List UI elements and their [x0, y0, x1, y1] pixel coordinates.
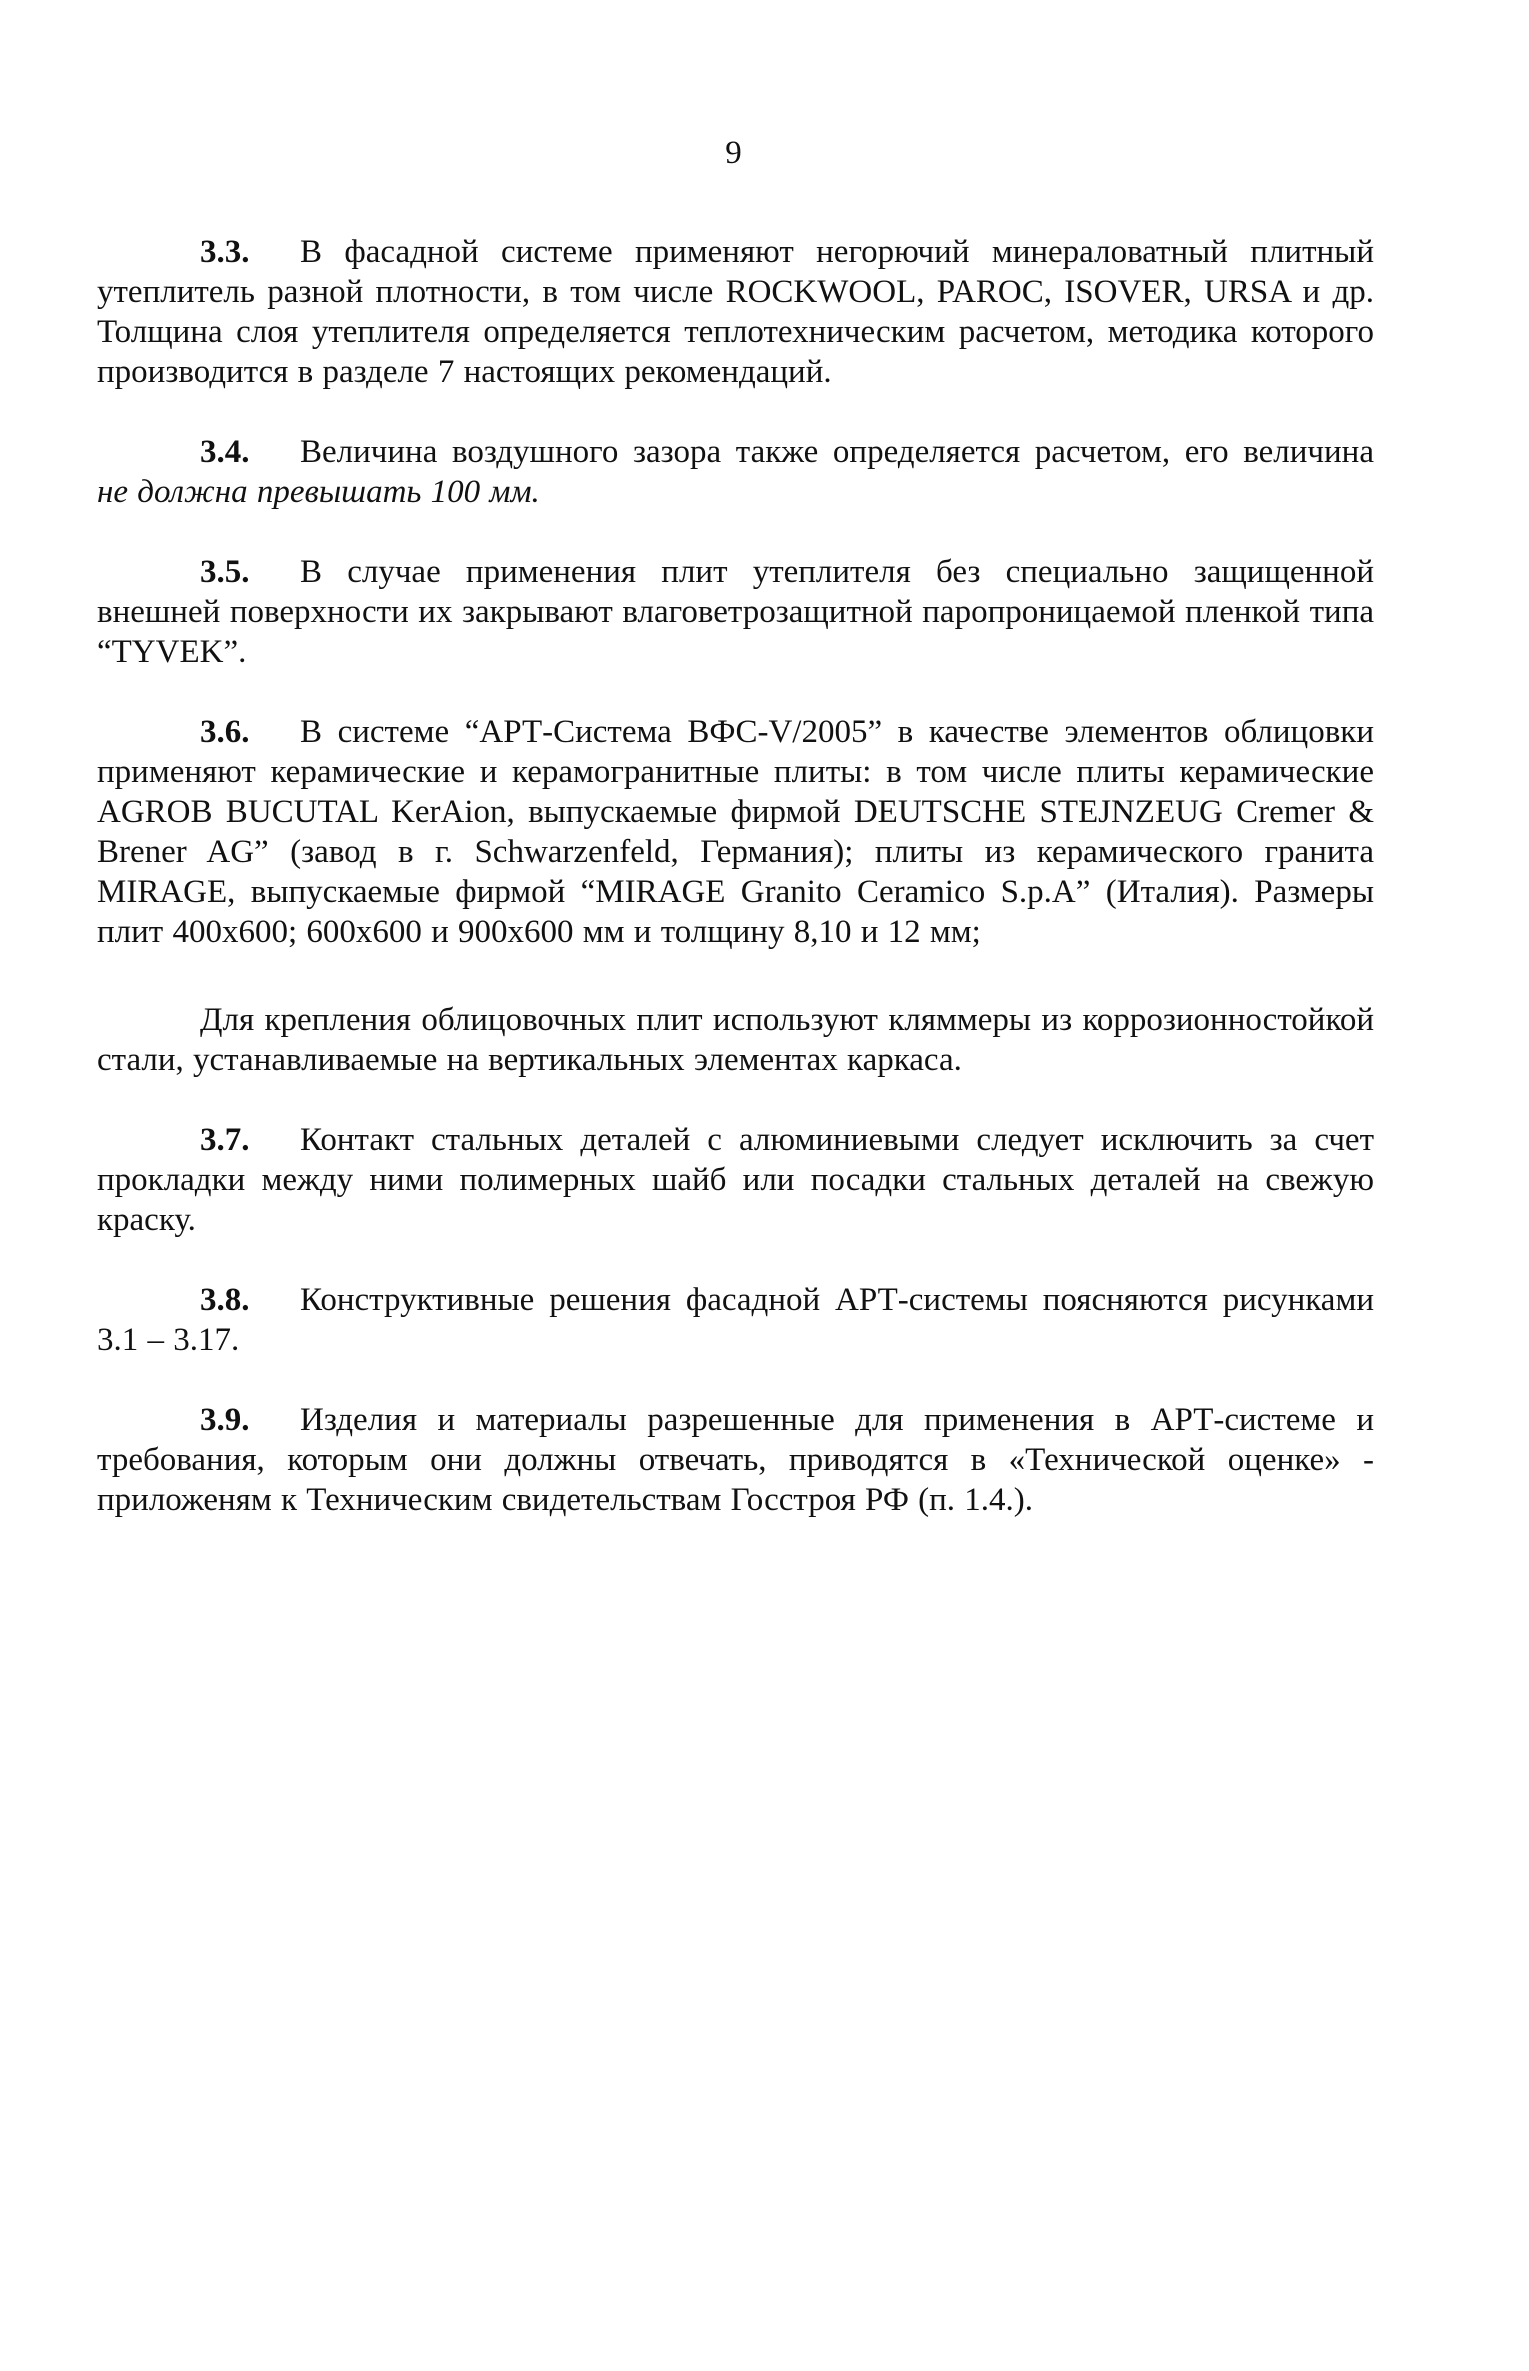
- paragraph-text: В случае применения плит утеплителя без специально защищенной внешней поверхности их закрывают влаговетрозащитной паропроницаемой пленкой типа “TYVEK”.: [97, 554, 1374, 670]
- paragraph-3-8: [97, 1280, 1374, 1360]
- paragraph-emphasis: не должна превышать 100 мм.: [97, 474, 540, 510]
- paragraph-number: 3.3.: [200, 234, 250, 270]
- paragraph-number: 3.6.: [200, 714, 250, 750]
- paragraph-number: 3.8.: [200, 1282, 250, 1318]
- document-body: [97, 232, 1374, 1520]
- paragraph-fastening: [97, 1000, 1374, 1080]
- paragraph-number: 3.9.: [200, 1402, 250, 1438]
- paragraph-number: 3.4.: [200, 434, 250, 470]
- paragraph-text: Конструктивные решения фасадной АРТ-системы поясняются рисунками 3.1 – 3.17.: [97, 1282, 1374, 1358]
- paragraph-text: Изделия и материалы разрешенные для применения в АРТ-системе и требования, которым они должны отвечать, приводятся в «Технической оценке» - приложеням к Техническим свидетельствам Госстроя РФ (п. 1.4.).: [97, 1402, 1374, 1518]
- paragraph-3-3: [97, 232, 1374, 392]
- paragraph-text: Для крепления облицовочных плит используют кляммеры из коррозионностойкой стали, устанавливаемые на вертикальных элементах каркаса.: [97, 1002, 1374, 1078]
- paragraph-3-5: [97, 552, 1374, 672]
- paragraph-3-9: [97, 1400, 1374, 1520]
- paragraph-3-6: [97, 712, 1374, 952]
- paragraph-text: В системе “АРТ-Система ВФС-V/2005” в качестве элементов облицовки применяют керамические и керамогранитные плиты: в том числе плиты керамические AGROB BUCUTAL KerAion, выпускаемые фирмой DEUTSCHE STEJNZEUG Cremer & Brener AG” (завод в г. Schwarzenfeld, Германия); плиты из керамического гранита MIRAGE, выпускаемые фирмой “MIRAGE Granito Ceramico S.p.A” (Италия). Размеры плит 400х600; 600х600 и 900х600 мм и толщину 8,10 и 12 мм;: [97, 714, 1374, 950]
- paragraph-number: 3.5.: [200, 554, 250, 590]
- paragraph-3-7: [97, 1120, 1374, 1240]
- paragraph-text: Контакт стальных деталей с алюминиевыми следует исключить за счет прокладки между ними полимерных шайб или посадки стальных деталей на свежую краску.: [97, 1122, 1374, 1238]
- paragraph-number: 3.7.: [200, 1122, 250, 1158]
- paragraph-3-4: [97, 432, 1374, 512]
- page-number: 9: [725, 135, 742, 171]
- paragraph-text: Величина воздушного зазора также определяется расчетом, его величина: [300, 434, 1374, 470]
- paragraph-text: В фасадной системе применяют негорючий минераловатный плитный утеплитель разной плотности, в том числе ROCKWOOL, PAROC, ISOVER, URSA и др. Толщина слоя утеплителя определяется теплотехническим расчетом, методика которого производится в разделе 7 настоящих рекомендаций.: [97, 234, 1374, 390]
